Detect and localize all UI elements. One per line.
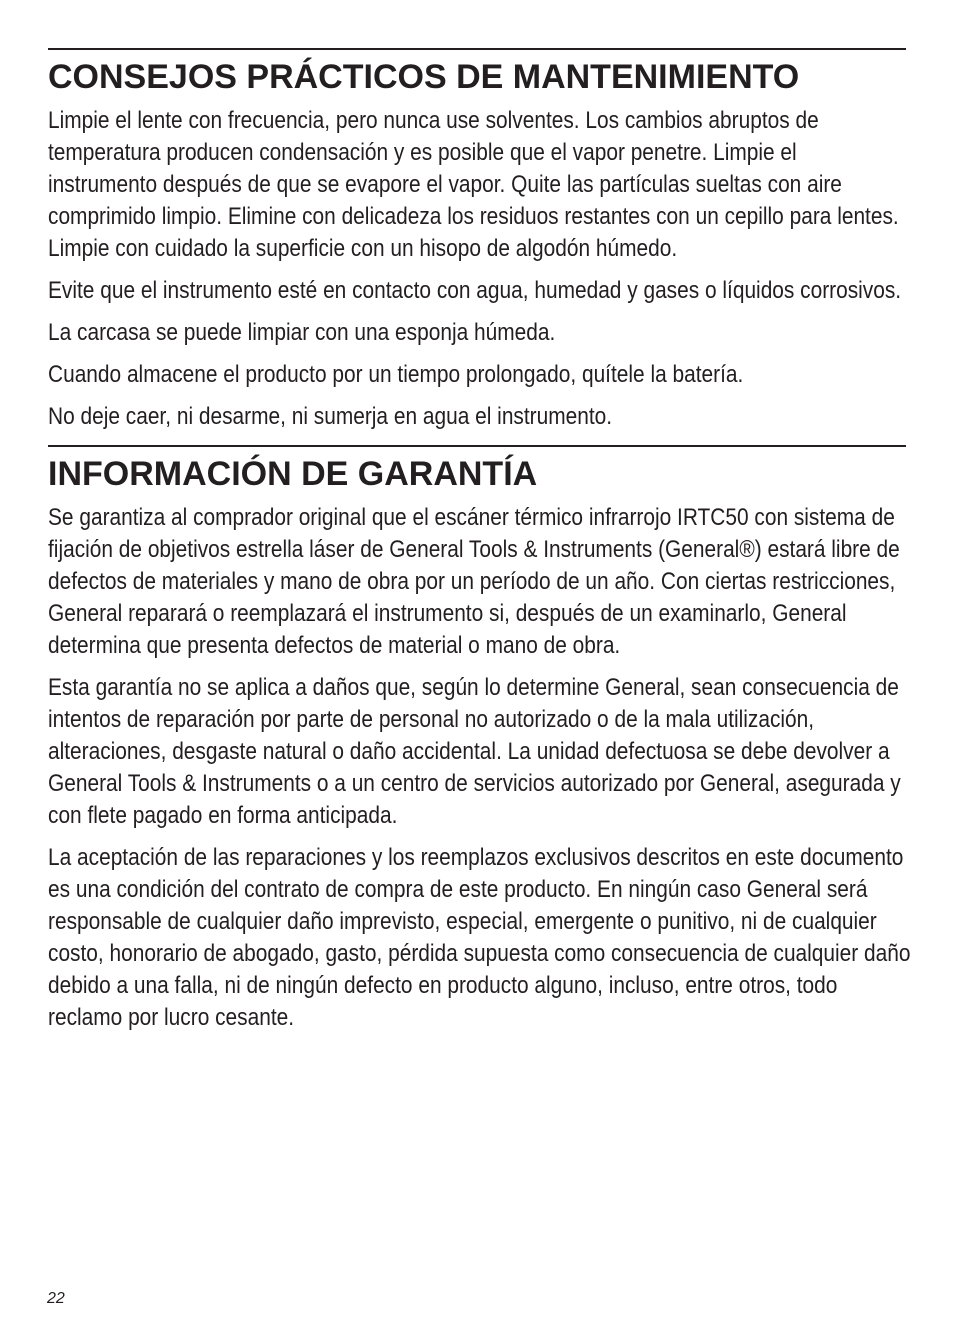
maintenance-section bbox=[48, 48, 906, 433]
warranty-paragraph: Se garantiza al comprador original que el escáner térmico infrarrojo IRTC50 con sistema de fijación de objetivos estrella láser de General Tools & Instruments (General®) estará libre de defectos de materiales y mano de obra por un período de un año. Con ciertas restricciones, General reparará o reemplazará el instrumento si, después de un examinarlo, General determina que presenta defectos de material o mano de obra. bbox=[48, 504, 900, 659]
maintenance-paragraph: No deje caer, ni desarme, ni sumerja en agua el instrumento. bbox=[48, 403, 613, 430]
page-number: 22 bbox=[47, 1290, 65, 1307]
maintenance-paragraph: Cuando almacene el producto por un tiempo prolongado, quítele la batería. bbox=[48, 361, 744, 388]
section-divider bbox=[48, 48, 906, 50]
section-divider bbox=[48, 445, 906, 447]
warranty-heading: INFORMACIÓN DE GARANTÍA bbox=[48, 455, 538, 493]
page-content bbox=[48, 48, 911, 1044]
maintenance-paragraph: Limpie el lente con frecuencia, pero nunca use solventes. Los cambios abruptos de temperatura producen condensación y es posible que el vapor penetre. Limpie el instrumento después de que se evapore el vapor. Quite las partículas sueltas con aire comprimido limpio. Elimine con delicadeza los residuos restantes con un cepillo para lentes. Limpie con cuidado la superficie con un hisopo de algodón húmedo. bbox=[48, 107, 899, 262]
maintenance-heading: CONSEJOS PRÁCTICOS DE MANTENIMIENTO bbox=[48, 58, 800, 96]
maintenance-paragraph: La carcasa se puede limpiar con una esponja húmeda. bbox=[48, 319, 556, 346]
maintenance-paragraph: Evite que el instrumento esté en contacto con agua, humedad y gases o líquidos corrosivos. bbox=[48, 277, 902, 304]
warranty-paragraph: La aceptación de las reparaciones y los reemplazos exclusivos descritos en este documento es una condición del contrato de compra de este producto. En ningún caso General será responsable de cualquier daño imprevisto, especial, emergente o punitivo, ni de cualquier costo, honorario de abogado, gasto, pérdida supuesta como consecuencia de cualquier daño debido a una falla, ni de ningún defecto en producto alguno, incluso, entre otros, todo reclamo por lucro cesante. bbox=[48, 844, 911, 1031]
warranty-paragraph: Esta garantía no se aplica a daños que, según lo determine General, sean consecuencia de intentos de reparación por parte de personal no autorizado o de la mala utilización, alteraciones, desgaste natural o daño accidental. La unidad defectuosa se debe devolver a General Tools & Instruments o a un centro de servicios autorizado por General, asegurada y con flete pagado en forma anticipada. bbox=[48, 674, 901, 829]
warranty-section bbox=[48, 445, 911, 1034]
